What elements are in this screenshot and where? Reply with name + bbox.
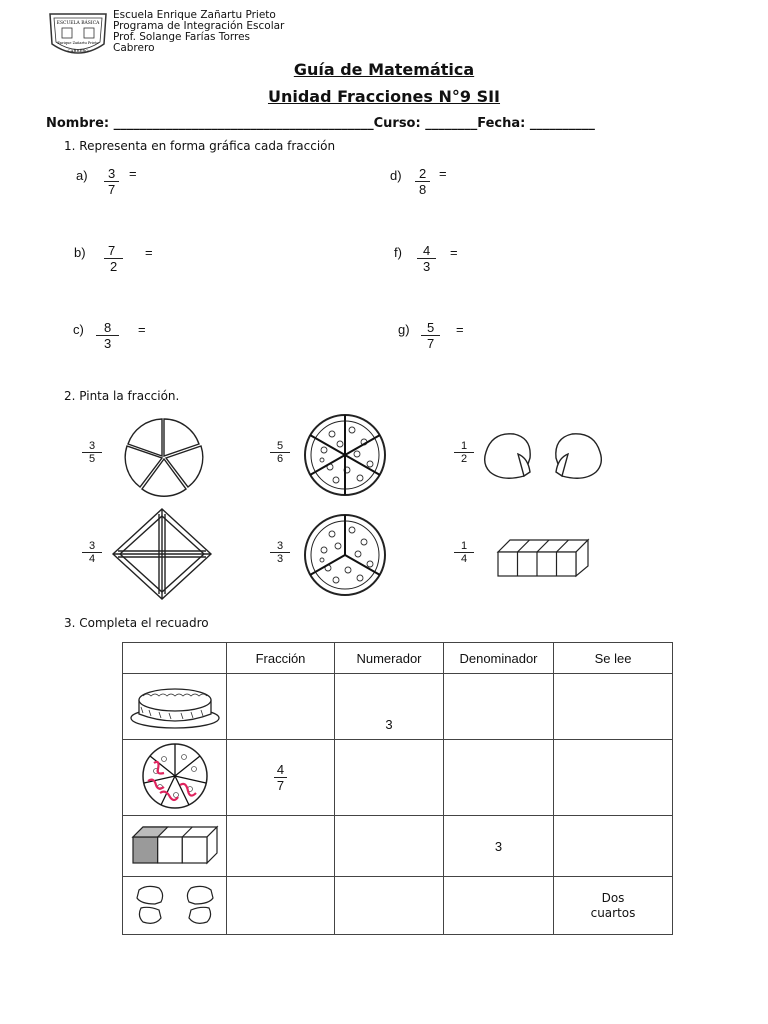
- denominator: 2: [460, 453, 468, 465]
- table-cell-numerador: [335, 740, 444, 816]
- numerator: 3: [270, 540, 290, 553]
- numerator: 7: [104, 243, 123, 259]
- equals-sign: =: [450, 245, 458, 260]
- table-cell-se-lee: [554, 740, 673, 816]
- q2-fraction-5: [270, 540, 290, 565]
- denominator: 7: [427, 336, 435, 351]
- numerator: 3: [82, 540, 102, 553]
- table-cell-image: [123, 877, 227, 935]
- table-header-se-lee: Se lee: [554, 643, 673, 674]
- q1-item-g-label: g): [398, 322, 410, 337]
- table-header-fraccion: Fracción: [227, 643, 335, 674]
- numerator: 1: [454, 540, 474, 553]
- teacher-name: Prof. Solange Farías Torres: [113, 31, 251, 43]
- table-cell-image: [123, 816, 227, 877]
- q1-item-b-label: b): [74, 245, 86, 260]
- denominator: 2: [110, 259, 118, 274]
- numerator: 5: [270, 440, 290, 453]
- numerator: 4: [274, 762, 287, 778]
- numerator: 8: [96, 320, 119, 336]
- table-cell-se-lee: Dos cuartos: [554, 877, 673, 935]
- denominator: 3: [276, 553, 284, 565]
- q1-item-a-label: a): [76, 168, 88, 183]
- denominator: 4: [88, 553, 96, 565]
- logo-text-mid: Enrique Zañartu Prieto: [57, 41, 99, 45]
- question-3-prompt: 3. Completa el recuadro: [64, 616, 209, 630]
- numerator: 4: [417, 243, 436, 259]
- equals-sign: =: [145, 245, 153, 260]
- pizza-sixths-image: [302, 412, 388, 498]
- q2-fraction-3: [454, 440, 474, 465]
- school-logo: [46, 10, 110, 62]
- q1-item-g-fraction: [421, 320, 440, 351]
- q2-fraction-6: [454, 540, 474, 565]
- school-name: Escuela Enrique Zañartu Prieto: [113, 9, 276, 21]
- table-row: [123, 816, 673, 877]
- numerator: 1: [454, 440, 474, 453]
- table-cell-se-lee: [554, 674, 673, 740]
- pizza-thirds-image: [302, 512, 388, 598]
- q1-item-f-label: f): [394, 245, 402, 260]
- question-2-prompt: 2. Pinta la fracción.: [64, 389, 180, 403]
- circle-fifths-image: [122, 415, 206, 497]
- table-row: [123, 674, 673, 740]
- diamond-quarters-image: [110, 506, 214, 602]
- q1-item-a-fraction: [104, 166, 119, 197]
- table-cell-denominador: 3: [444, 816, 554, 877]
- numerator: 3: [82, 440, 102, 453]
- denominator: 4: [460, 553, 468, 565]
- denominator: 3: [104, 336, 112, 351]
- question-1-prompt: 1. Representa en forma gráfica cada fracción: [64, 139, 336, 153]
- table-cell-denominador: [444, 740, 554, 816]
- table-cell-fraccion: [227, 674, 335, 740]
- bar-thirds-image: [131, 825, 219, 865]
- equals-sign: =: [129, 166, 137, 181]
- table-row: [123, 740, 673, 816]
- table-cell-fraccion: [227, 877, 335, 935]
- logo-text-top: ESCUELA BÁSICA: [56, 21, 100, 26]
- q1-item-d-fraction: [415, 166, 430, 197]
- table-header-image: [123, 643, 227, 674]
- q1-item-b-fraction: [104, 243, 123, 274]
- table-cell-fraccion: [227, 740, 335, 816]
- program-name: Programa de Integración Escolar: [113, 20, 285, 32]
- denominator: 7: [276, 778, 285, 793]
- fraction-table: [122, 642, 673, 935]
- page-subtitle: Unidad Fracciones N°9 SII: [267, 87, 501, 106]
- q1-item-d-label: d): [390, 168, 402, 183]
- table-cell-numerador: [335, 816, 444, 877]
- equals-sign: =: [138, 322, 146, 337]
- q2-fraction-4: [82, 540, 102, 565]
- table-cell-denominador: [444, 674, 554, 740]
- denominator: 7: [108, 182, 116, 197]
- denominator: 5: [88, 453, 96, 465]
- table-cell-se-lee: [554, 816, 673, 877]
- student-info-line: Nombre: ________________________________________Curso: ________Fecha: __________: [46, 116, 595, 131]
- equals-sign: =: [439, 166, 447, 181]
- table-cell-numerador: 3: [335, 674, 444, 740]
- table-header-denominador: Denominador: [444, 643, 554, 674]
- denominator: 6: [276, 453, 284, 465]
- cake-image: [129, 680, 221, 730]
- candy-quarters-image: [133, 882, 217, 926]
- table-cell-denominador: [444, 877, 554, 935]
- fraction-4-7: [274, 762, 287, 793]
- q2-fraction-2: [270, 440, 290, 465]
- numerator: 5: [421, 320, 440, 336]
- denominator: 3: [423, 259, 431, 274]
- candy-halves-image: [480, 428, 606, 484]
- numerator: 2: [415, 166, 430, 182]
- table-cell-numerador: [335, 877, 444, 935]
- table-cell-image: [123, 740, 227, 816]
- q1-item-f-fraction: [417, 243, 436, 274]
- logo-text-bottom: CABRERO: [67, 48, 89, 53]
- city-name: Cabrero: [113, 42, 155, 54]
- numerator: 3: [104, 166, 119, 182]
- table-cell-fraccion: [227, 816, 335, 877]
- pizza-sevenths-image: [140, 741, 210, 811]
- page-title: Guía de Matemática: [293, 60, 475, 79]
- denominator: 8: [419, 182, 427, 197]
- bar-quarters-image: [496, 538, 592, 578]
- table-header-numerador: Numerador: [335, 643, 444, 674]
- q1-item-c-fraction: [96, 320, 119, 351]
- q1-item-c-label: c): [73, 322, 84, 337]
- table-row: [123, 877, 673, 935]
- equals-sign: =: [456, 322, 464, 337]
- q2-fraction-1: [82, 440, 102, 465]
- table-cell-image: [123, 674, 227, 740]
